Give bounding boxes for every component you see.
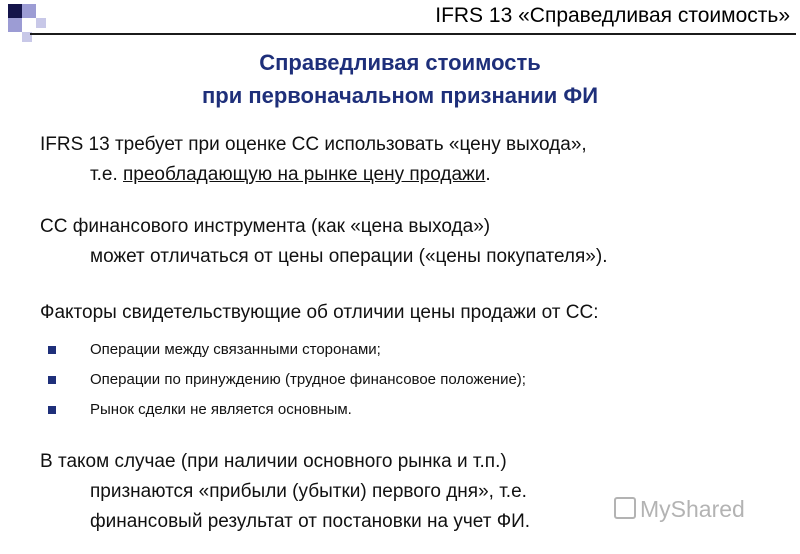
bullet-text: Операции по принуждению (трудное финансовое положение); (90, 371, 526, 388)
paragraph-2-line1: СС финансового инструмента (как «цена выхода») (40, 216, 491, 237)
paragraph-1 (40, 130, 790, 190)
bullet-text: Операции между связанными сторонами; (90, 341, 381, 358)
slide-title (0, 46, 800, 112)
header-divider (30, 33, 796, 35)
bullet-text: Рынок сделки не является основным. (90, 401, 352, 418)
slide-title-line2: при первоначальном признании ФИ (201, 83, 599, 108)
decor-square-light-1 (22, 4, 36, 18)
watermark-logo-icon (614, 497, 636, 519)
paragraph-2 (40, 212, 790, 272)
slide-title-line1: Справедливая стоимость (259, 50, 541, 75)
bullet-square-icon (48, 376, 56, 384)
paragraph-1-prefix: т.е. (90, 164, 123, 185)
bullet-square-icon (48, 346, 56, 354)
paragraph-1-line1: IFRS 13 требует при оценке СС использовать «цену выхода», (40, 134, 587, 155)
paragraph-2-line2: может отличаться от цены операции («цены покупателя»). (90, 246, 608, 267)
paragraph-1-suffix: . (485, 164, 491, 185)
paragraph-1-line2 (40, 160, 790, 190)
watermark (614, 496, 745, 523)
decor-square-light-3 (36, 18, 46, 28)
paragraph-3: Факторы свидетельствующие об отличии цены продажи от СС: (40, 302, 599, 323)
header-title: IFRS 13 «Справедливая стоимость» (435, 4, 790, 27)
decor-square-light-2 (8, 18, 22, 32)
underlined-phrase: преобладающую на рынке цену продажи (123, 164, 486, 185)
paragraph-4 (40, 447, 790, 537)
watermark-text: MyShared (640, 496, 745, 522)
bullet-square-icon (48, 406, 56, 414)
paragraph-4-line1: В таком случае (при наличии основного рынка и т.п.) (40, 451, 507, 472)
paragraph-4-line2: признаются «прибыли (убытки) первого дня», т.е. (90, 481, 527, 502)
paragraph-4-line3: финансовый результат от постановки на учет ФИ. (90, 511, 531, 532)
decor-square-dark-1 (8, 4, 22, 18)
